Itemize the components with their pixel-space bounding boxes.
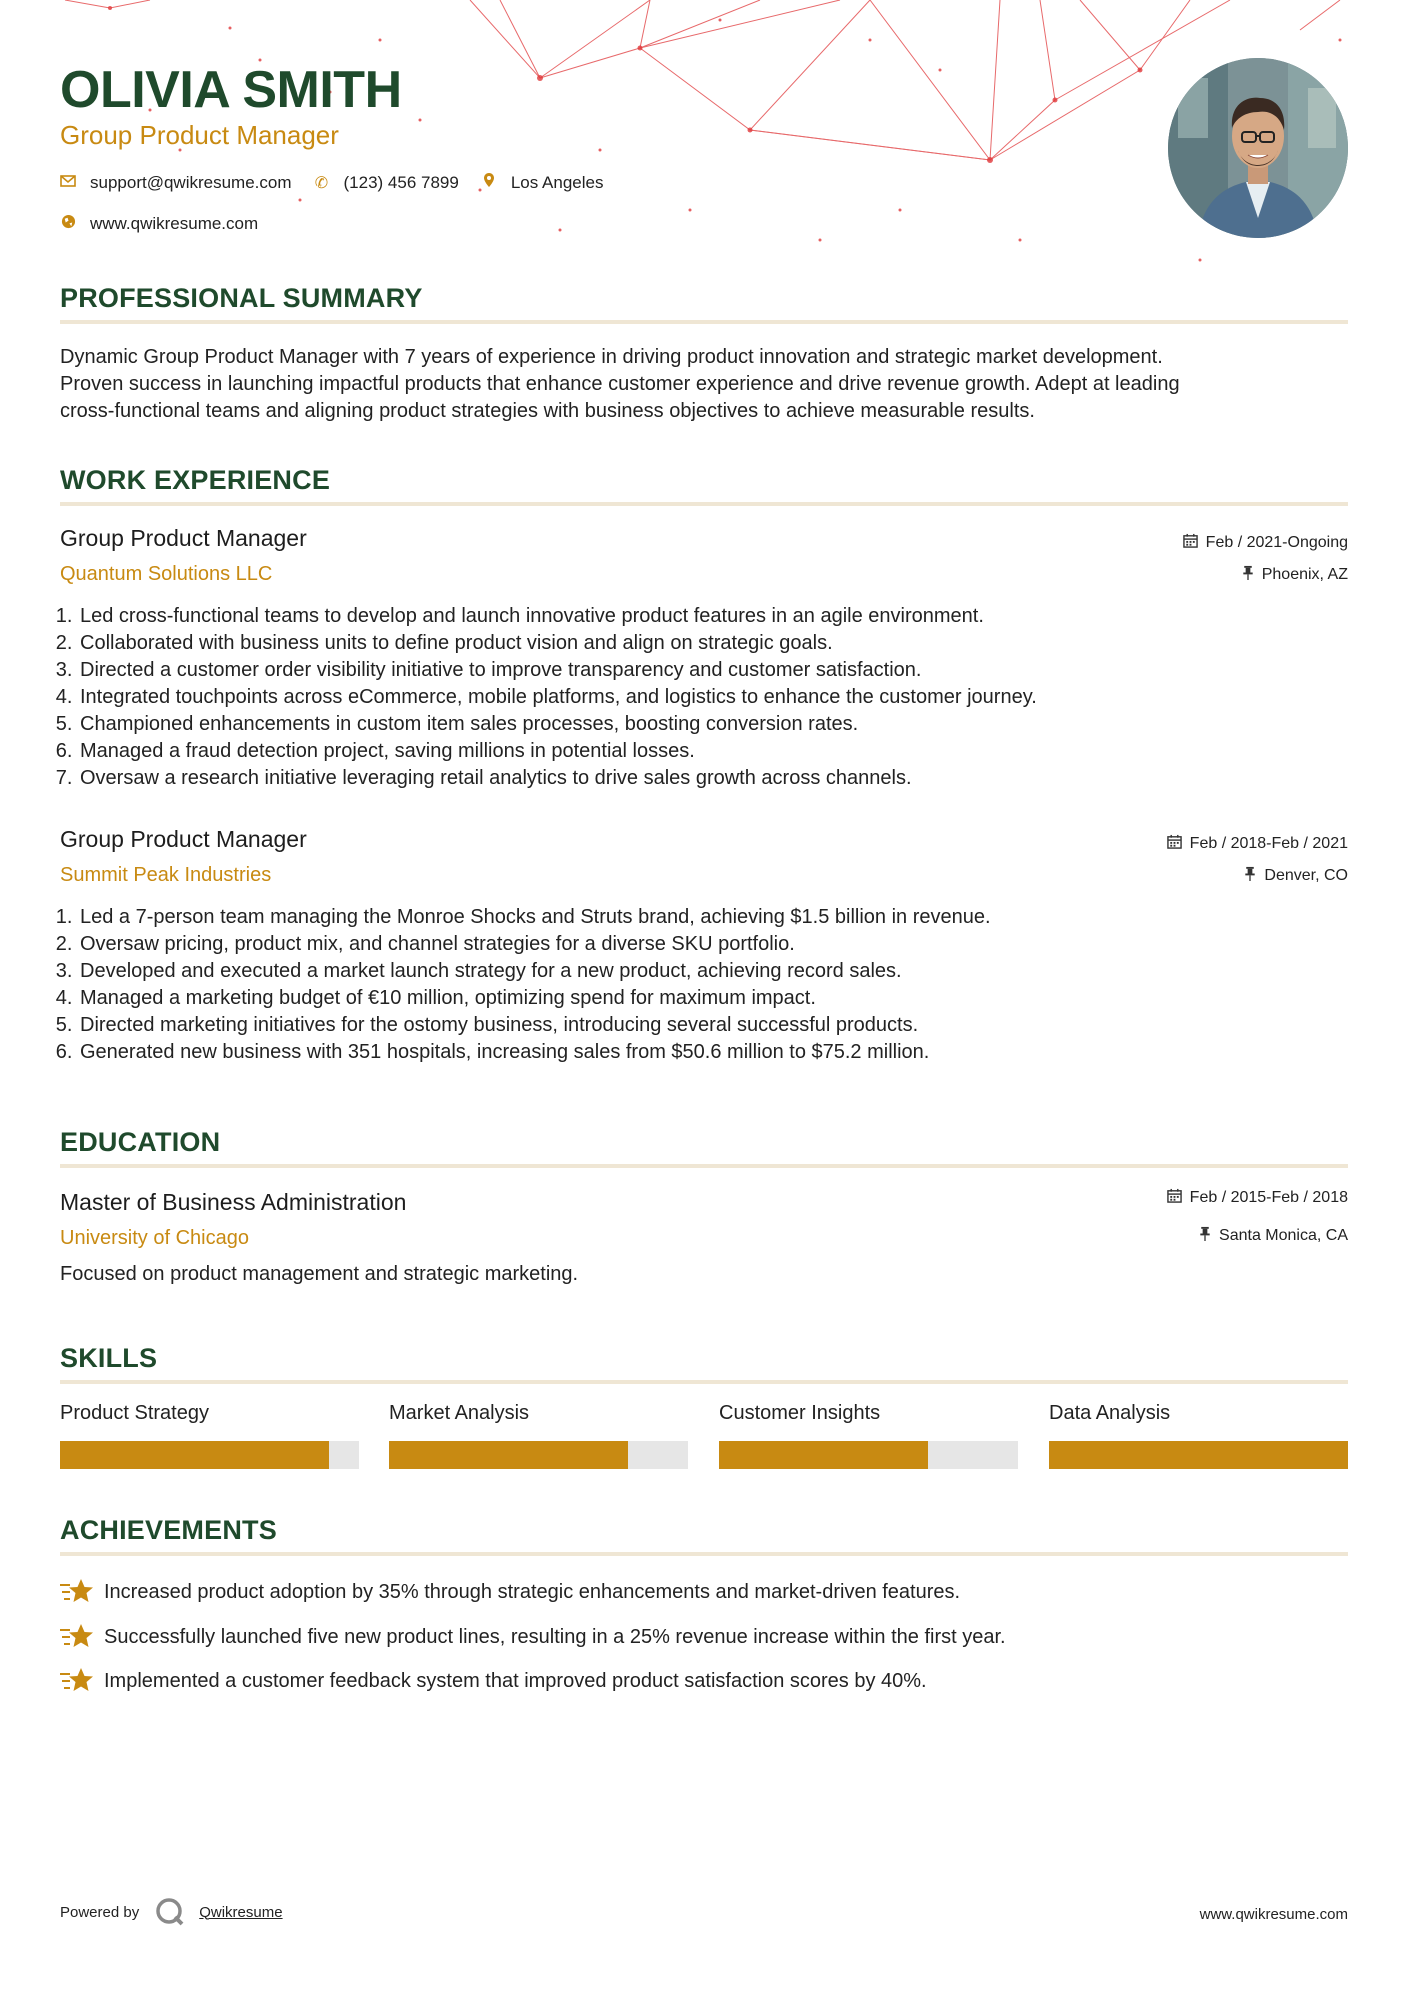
education-location: [1199, 1226, 1348, 1245]
skill-item: [389, 1402, 688, 1432]
envelope-icon: [60, 174, 76, 192]
calendar-icon: [1183, 533, 1198, 552]
email-text: support@qwikresume.com: [90, 172, 292, 192]
skills-divider: [60, 1380, 1348, 1384]
skill-item: [1049, 1402, 1348, 1432]
skill-item: [60, 1402, 359, 1432]
calendar-icon: [1167, 834, 1182, 853]
job-bullets: [54, 904, 1328, 1066]
job-bullet: 3. Directed a customer order visibility initiative to improve transparency and customer satisfaction.: [78, 657, 1328, 684]
skill-bar-track: [719, 1441, 1018, 1469]
footer-branding: [60, 1897, 283, 1927]
skill-bar-fill: [389, 1441, 628, 1469]
education-dates: [1167, 1188, 1348, 1207]
achievement-item: [60, 1666, 927, 1696]
skill-name: Data Analysis: [1049, 1402, 1171, 1424]
calendar-icon: [1167, 1188, 1182, 1207]
contact-phone[interactable]: [314, 173, 459, 193]
job-bullet: 3. Developed and executed a market launch strategy for a new product, achieving record sales.: [78, 958, 1328, 985]
candidate-name: OLIVIA SMITH: [60, 61, 402, 119]
education-location-text: Santa Monica, CA: [1219, 1226, 1348, 1244]
star-icon: [60, 1577, 94, 1607]
globe-icon: [60, 214, 76, 234]
job-title: Group Product Manager: [60, 826, 307, 852]
job-bullet: 2. Oversaw pricing, product mix, and channel strategies for a diverse SKU portfolio.: [78, 931, 1328, 958]
skill-item: [719, 1402, 1018, 1432]
powered-by-text: Powered by: [60, 1903, 140, 1921]
summary-line: Dynamic Group Product Manager with 7 years of experience in driving product innovation and strategic market development.: [60, 346, 1163, 368]
job-dates: [1183, 533, 1348, 552]
education-heading: EDUCATION: [60, 1127, 221, 1157]
contact-website[interactable]: [60, 214, 258, 234]
qwikresume-logo-icon: [155, 1897, 185, 1927]
contact-row: [60, 172, 625, 193]
summary-divider: [60, 320, 1348, 324]
skill-name: Product Strategy: [60, 1402, 209, 1424]
contact-email[interactable]: [60, 173, 292, 193]
achievement-text: Successfully launched five new product lines, resulting in a 25% revenue increase within the first year.: [104, 1625, 1006, 1648]
skills-heading: SKILLS: [60, 1343, 158, 1373]
job-bullet: 4. Managed a marketing budget of €10 million, optimizing spend for maximum impact.: [78, 985, 1328, 1012]
experience-heading: WORK EXPERIENCE: [60, 465, 331, 495]
achievement-text: Increased product adoption by 35% through strategic enhancements and market-driven features.: [104, 1580, 961, 1603]
job-location: [1242, 565, 1348, 584]
website-text: www.qwikresume.com: [90, 214, 259, 233]
achievements-divider: [60, 1552, 1348, 1556]
skill-name: Customer Insights: [719, 1402, 881, 1424]
summary-heading: PROFESSIONAL SUMMARY: [60, 283, 423, 313]
achievement-text: Implemented a customer feedback system that improved product satisfaction scores by 40%.: [104, 1669, 927, 1692]
location-text: Los Angeles: [510, 172, 604, 192]
achievements-heading: ACHIEVEMENTS: [60, 1515, 277, 1545]
website-row: [60, 214, 280, 234]
job-dates-text: Feb / 2018-Feb / 2021: [1189, 834, 1348, 852]
pushpin-icon: [1244, 866, 1256, 885]
job-bullets: [54, 603, 1328, 792]
job-bullet: 6. Generated new business with 351 hospitals, increasing sales from $50.6 million to $75.2 million.: [78, 1039, 1328, 1066]
summary-text: [60, 344, 1348, 425]
job-bullet: 5. Championed enhancements in custom item sales processes, boosting conversion rates.: [78, 711, 1328, 738]
achievement-item: [60, 1577, 960, 1607]
job-dates-text: Feb / 2021-Ongoing: [1205, 533, 1348, 551]
star-icon: [60, 1666, 94, 1696]
job-bullet: 1. Led a 7-person team managing the Monroe Shocks and Struts brand, achieving $1.5 billion in revenue.: [78, 904, 1328, 931]
job-bullet: 2. Collaborated with business units to define product vision and align on strategic goals.: [78, 630, 1328, 657]
star-icon: [60, 1622, 94, 1652]
experience-divider: [60, 502, 1348, 506]
job-location-text: Phoenix, AZ: [1261, 565, 1348, 583]
brand-link[interactable]: Qwikresume: [199, 1903, 283, 1921]
job-company: Summit Peak Industries: [60, 864, 272, 886]
skill-bar-fill: [60, 1441, 329, 1469]
education-description: Focused on product management and strategic marketing.: [60, 1263, 579, 1285]
footer-website[interactable]: www.qwikresume.com: [1199, 1906, 1348, 1923]
education-dates-text: Feb / 2015-Feb / 2018: [1189, 1188, 1348, 1206]
skill-bar-fill: [719, 1441, 928, 1469]
pushpin-icon: [1242, 565, 1254, 584]
degree-title: Master of Business Administration: [60, 1189, 407, 1215]
summary-line: cross-functional teams and aligning product strategies with business objectives to achieve measurable results.: [60, 400, 1035, 422]
job-location-text: Denver, CO: [1264, 866, 1348, 884]
profile-photo: [1168, 58, 1348, 238]
job-bullet: 4. Integrated touchpoints across eCommerce, mobile platforms, and logistics to enhance the customer journey.: [78, 684, 1328, 711]
phone-text: (123) 456 7899: [343, 172, 459, 192]
job-dates: [1167, 834, 1348, 853]
skill-name: Market Analysis: [389, 1402, 530, 1424]
job-company: Quantum Solutions LLC: [60, 563, 273, 585]
skill-bar-fill: [1049, 1441, 1348, 1469]
skill-bar-track: [389, 1441, 688, 1469]
achievement-item: [60, 1622, 1006, 1652]
contact-location: [481, 172, 604, 193]
job-bullet: 5. Directed marketing initiatives for the ostomy business, introducing several successful products.: [78, 1012, 1328, 1039]
candidate-role: Group Product Manager: [60, 120, 339, 150]
pushpin-icon: [1199, 1226, 1211, 1245]
job-bullet: 1. Led cross-functional teams to develop and launch innovative product features in an agile environment.: [78, 603, 1328, 630]
education-divider: [60, 1164, 1348, 1168]
school-name: University of Chicago: [60, 1227, 249, 1249]
summary-line: Proven success in launching impactful products that enhance customer experience and drive revenue growth. Adept at leading: [60, 373, 1180, 395]
job-bullet: 7. Oversaw a research initiative leveraging retail analytics to drive sales growth across channels.: [78, 765, 1328, 792]
job-title: Group Product Manager: [60, 525, 307, 551]
skill-bar-track: [60, 1441, 359, 1469]
map-pin-icon: [481, 172, 497, 193]
skill-bar-track: [1049, 1441, 1348, 1469]
phone-icon: ✆: [314, 174, 329, 192]
job-bullet: 6. Managed a fraud detection project, saving millions in potential losses.: [78, 738, 1328, 765]
job-location: [1244, 866, 1348, 885]
